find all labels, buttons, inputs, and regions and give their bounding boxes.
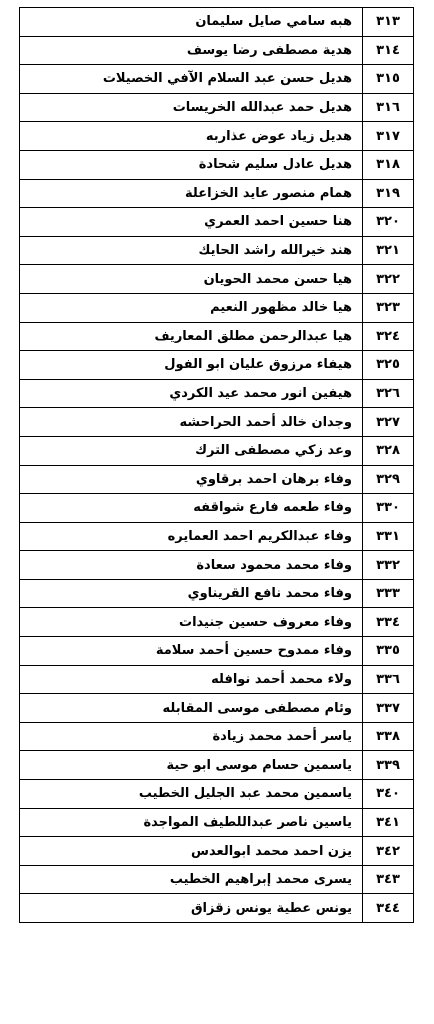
row-name: هيا خالد مظهور النعيم xyxy=(20,293,363,322)
row-name: هيفاء مرزوق عليان ابو الفول xyxy=(20,351,363,380)
table-row xyxy=(20,637,414,666)
row-number: ٣٢١ xyxy=(363,236,414,265)
row-number: ٣٢٨ xyxy=(363,436,414,465)
row-number: ٣٣٦ xyxy=(363,665,414,694)
row-name: وفاء معروف حسين جنيدات xyxy=(20,608,363,637)
table-row xyxy=(20,408,414,437)
table-row xyxy=(20,722,414,751)
table-row xyxy=(20,351,414,380)
table-row xyxy=(20,236,414,265)
table-row xyxy=(20,379,414,408)
table-row xyxy=(20,293,414,322)
row-name: يسرى محمد إبراهيم الخطيب xyxy=(20,865,363,894)
row-number: ٣٢٢ xyxy=(363,265,414,294)
table-row xyxy=(20,751,414,780)
row-name: وئام مصطفى موسى المقابله xyxy=(20,694,363,723)
row-name: ياسين ناصر عبداللطيف المواجدة xyxy=(20,808,363,837)
table-row xyxy=(20,122,414,151)
table-row xyxy=(20,837,414,866)
row-name: وفاء ممدوح حسين أحمد سلامة xyxy=(20,637,363,666)
row-name: ياسمين محمد عبد الجليل الخطيب xyxy=(20,780,363,809)
table-row xyxy=(20,465,414,494)
row-number: ٣٣٧ xyxy=(363,694,414,723)
row-name: هنا حسين احمد العمري xyxy=(20,208,363,237)
table-row xyxy=(20,608,414,637)
table-row xyxy=(20,522,414,551)
table-row xyxy=(20,150,414,179)
table-row xyxy=(20,808,414,837)
table-row xyxy=(20,894,414,923)
row-number: ٣٢٩ xyxy=(363,465,414,494)
row-number: ٣٢٣ xyxy=(363,293,414,322)
row-name: يزن احمد محمد ابوالعدس xyxy=(20,837,363,866)
row-number: ٣٤٢ xyxy=(363,837,414,866)
row-name: هديل حمد عبدالله الخريسات xyxy=(20,93,363,122)
row-name: هديل حسن عبد السلام الآفي الخصيلات xyxy=(20,65,363,94)
row-name: هدية مصطفى رضا يوسف xyxy=(20,36,363,65)
table-row xyxy=(20,208,414,237)
row-name: وفاء محمد نافع القريناوي xyxy=(20,579,363,608)
row-number: ٣١٨ xyxy=(363,150,414,179)
row-number: ٣١٤ xyxy=(363,36,414,65)
row-number: ٣٣٤ xyxy=(363,608,414,637)
table-row xyxy=(20,494,414,523)
table-row xyxy=(20,322,414,351)
table-row xyxy=(20,36,414,65)
names-table xyxy=(19,7,414,923)
table-row xyxy=(20,865,414,894)
table-row xyxy=(20,436,414,465)
row-number: ٣٢٧ xyxy=(363,408,414,437)
row-number: ٣٣١ xyxy=(363,522,414,551)
table-row xyxy=(20,780,414,809)
table-row xyxy=(20,665,414,694)
row-number: ٣٤٠ xyxy=(363,780,414,809)
table-row xyxy=(20,179,414,208)
row-name: هيا حسن محمد الحويان xyxy=(20,265,363,294)
row-name: هند خيرالله راشد الحايك xyxy=(20,236,363,265)
row-number: ٣٤١ xyxy=(363,808,414,837)
row-name: هديل عادل سليم شحادة xyxy=(20,150,363,179)
row-name: يونس عطية يونس زقزاق xyxy=(20,894,363,923)
row-number: ٣١٦ xyxy=(363,93,414,122)
row-name: هيفين انور محمد عيد الكردي xyxy=(20,379,363,408)
row-name: هيا عبدالرحمن مطلق المعاريف xyxy=(20,322,363,351)
row-name: ياسر أحمد محمد زيادة xyxy=(20,722,363,751)
table-row xyxy=(20,93,414,122)
table-row xyxy=(20,8,414,37)
row-name: وفاء برهان احمد برقاوي xyxy=(20,465,363,494)
row-number: ٣٣٢ xyxy=(363,551,414,580)
row-name: وفاء عبدالكريم احمد العمايره xyxy=(20,522,363,551)
row-number: ٣١٧ xyxy=(363,122,414,151)
table-row xyxy=(20,65,414,94)
row-name: وجدان خالد أحمد الحراحشه xyxy=(20,408,363,437)
row-number: ٣٣٣ xyxy=(363,579,414,608)
row-name: هديل زياد عوض عذاربه xyxy=(20,122,363,151)
table-row xyxy=(20,551,414,580)
table-row xyxy=(20,265,414,294)
row-number: ٣١٣ xyxy=(363,8,414,37)
row-name: ياسمين حسام موسى ابو حية xyxy=(20,751,363,780)
row-number: ٣٣٠ xyxy=(363,494,414,523)
row-number: ٣٣٨ xyxy=(363,722,414,751)
row-number: ٣١٥ xyxy=(363,65,414,94)
names-table-body xyxy=(20,8,414,923)
row-number: ٣٤٣ xyxy=(363,865,414,894)
row-name: ولاء محمد أحمد نوافله xyxy=(20,665,363,694)
table-row xyxy=(20,579,414,608)
row-number: ٣٣٥ xyxy=(363,637,414,666)
row-number: ٣٢٦ xyxy=(363,379,414,408)
row-name: همام منصور عايد الخزاعلة xyxy=(20,179,363,208)
row-number: ٣٢٠ xyxy=(363,208,414,237)
row-number: ٣٣٩ xyxy=(363,751,414,780)
row-number: ٣٤٤ xyxy=(363,894,414,923)
table-row xyxy=(20,694,414,723)
row-number: ٣١٩ xyxy=(363,179,414,208)
row-name: وفاء محمد محمود سعادة xyxy=(20,551,363,580)
row-number: ٣٢٤ xyxy=(363,322,414,351)
row-number: ٣٢٥ xyxy=(363,351,414,380)
row-name: وعد زكي مصطفى الترك xyxy=(20,436,363,465)
row-name: هبه سامي صايل سليمان xyxy=(20,8,363,37)
row-name: وفاء طعمه فارع شواقفه xyxy=(20,494,363,523)
